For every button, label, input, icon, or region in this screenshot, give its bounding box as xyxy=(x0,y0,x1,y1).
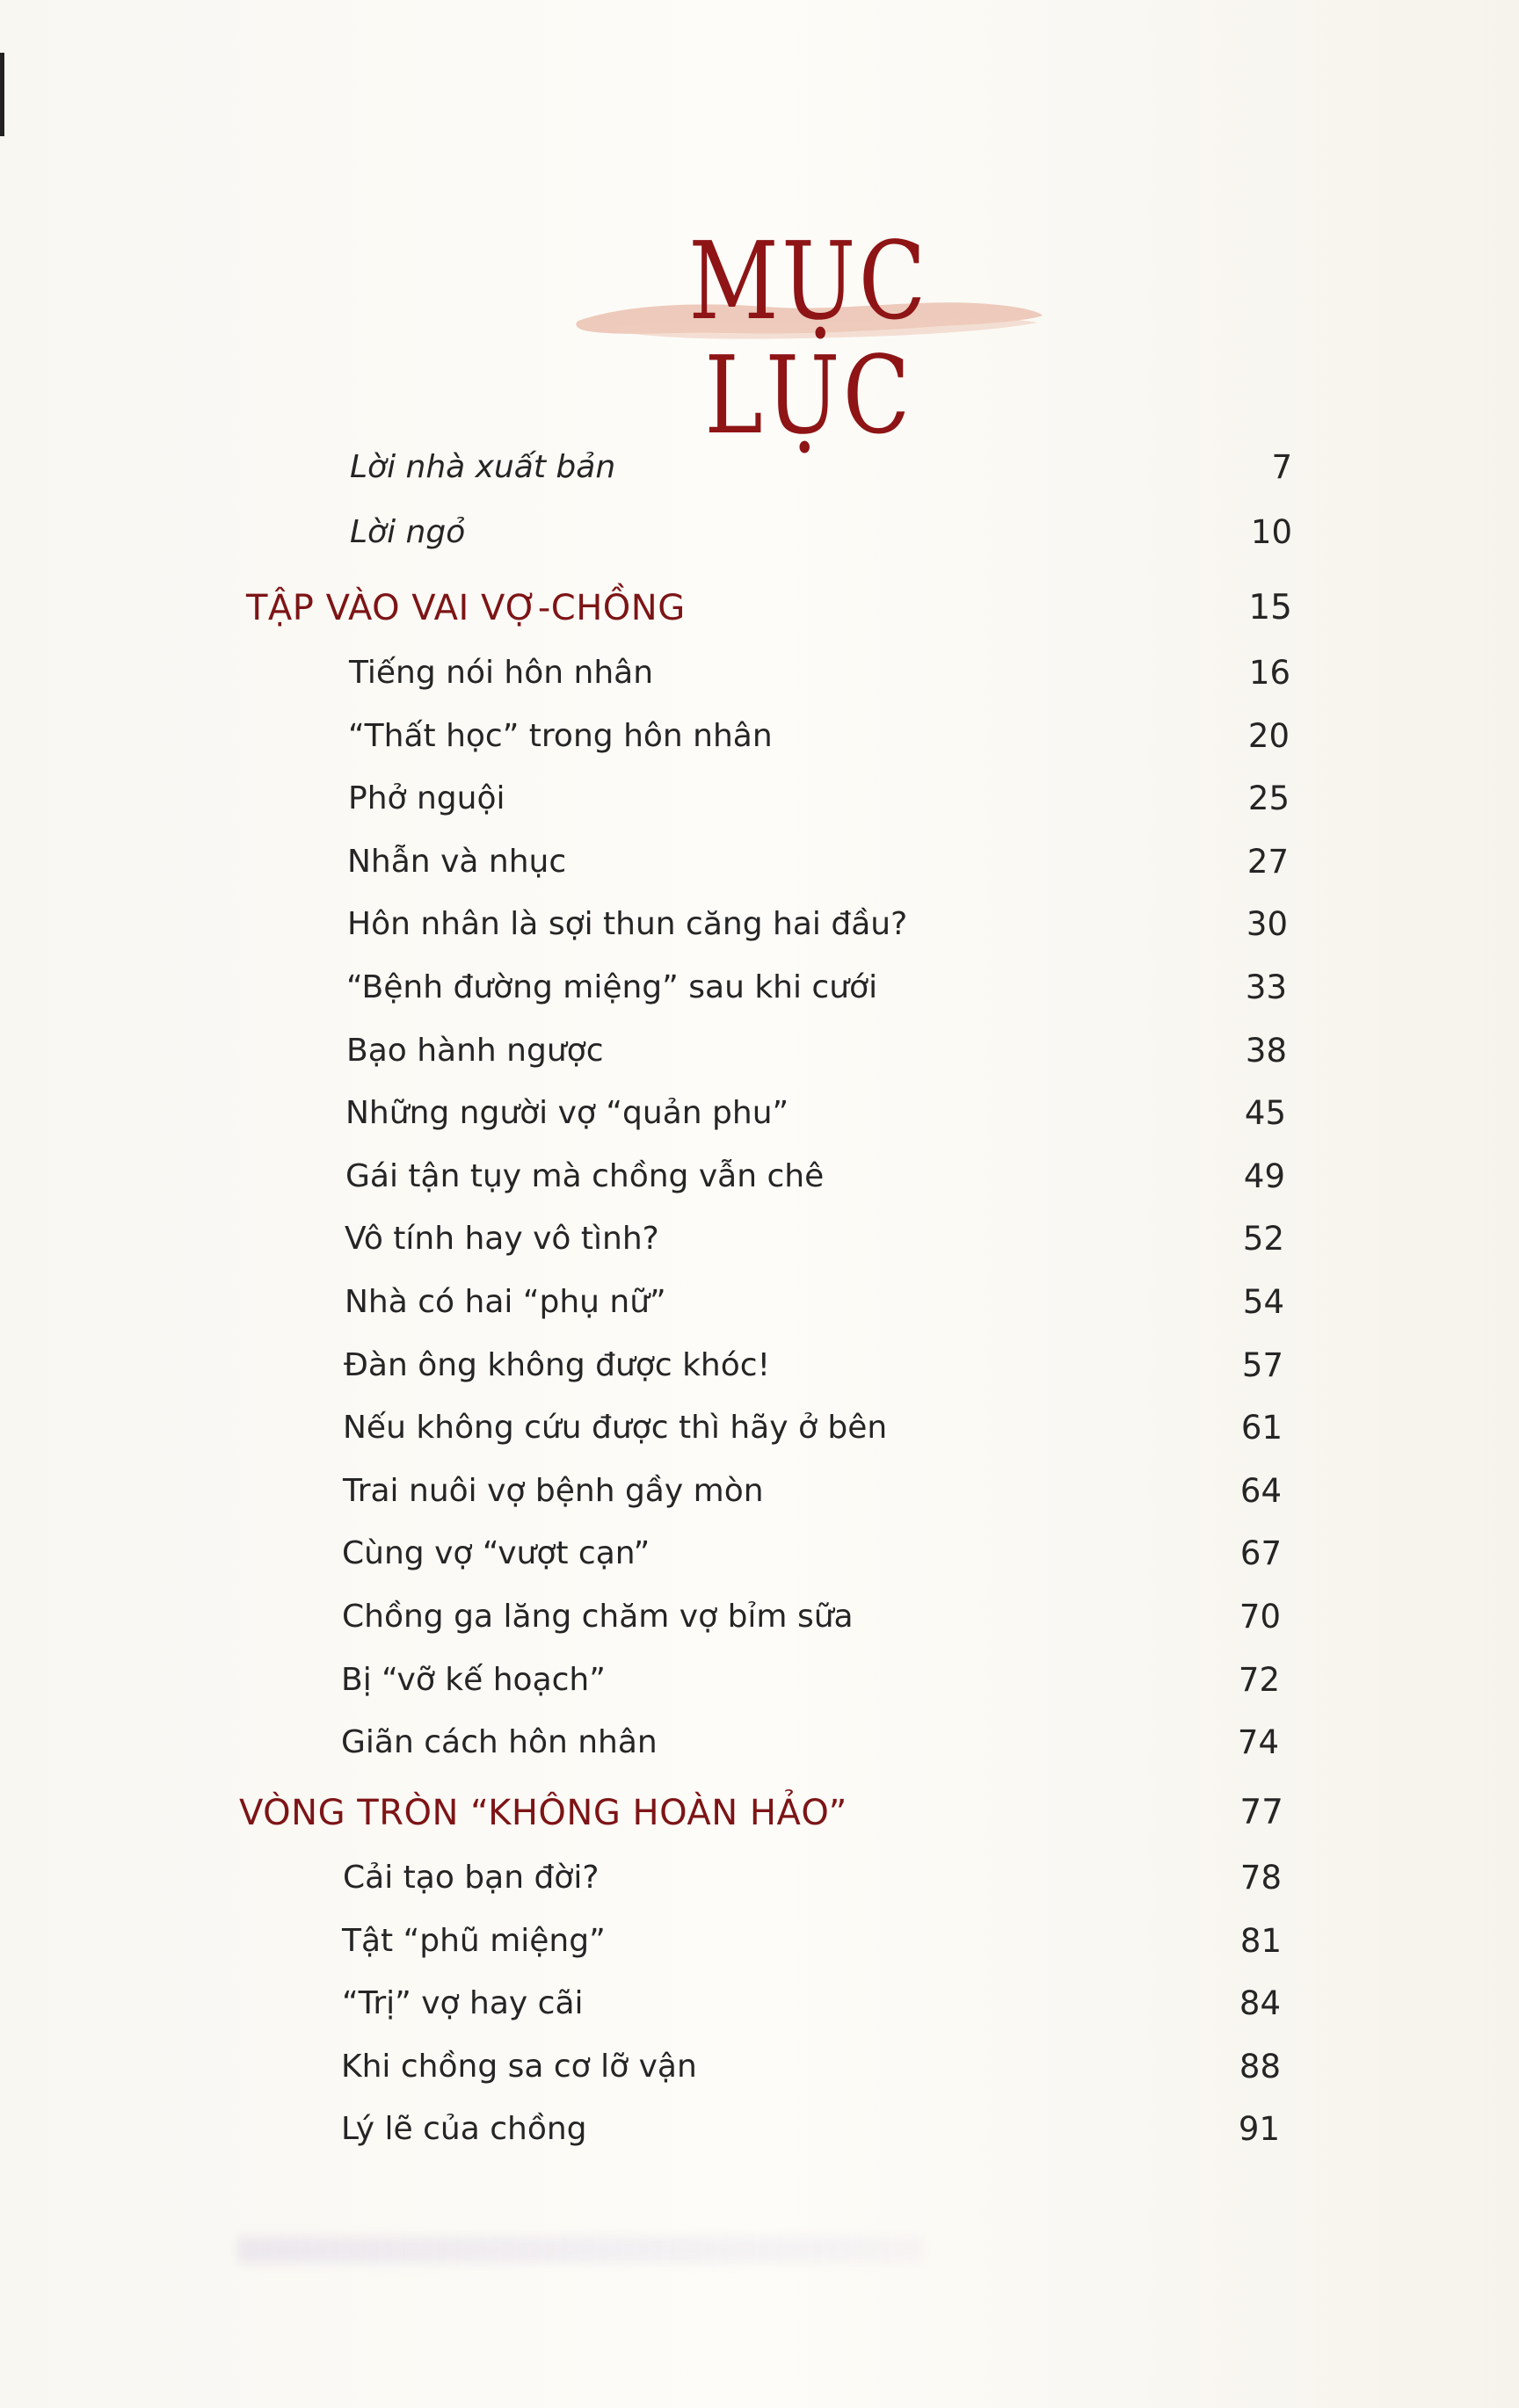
list-item-label: Hôn nhân là sợi thun căng hai đầu? xyxy=(347,906,908,942)
list-item-label: Khi chồng sa cơ lỡ vận xyxy=(341,2049,697,2085)
section-heading-page-number: 15 xyxy=(1248,588,1292,627)
list-item xyxy=(0,712,1519,761)
list-item xyxy=(0,1917,1519,1966)
list-item-label: Lý lẽ của chồng xyxy=(341,2111,587,2147)
list-item-page-number: 91 xyxy=(1238,2110,1280,2148)
list-item-page-number: 25 xyxy=(1247,780,1290,817)
list-item-page-number: 72 xyxy=(1238,1661,1280,1699)
list-item xyxy=(0,649,1519,698)
list-item xyxy=(0,1592,1519,1642)
list-item-label: Những người vợ “quản phu” xyxy=(345,1095,789,1131)
list-item xyxy=(0,1215,1519,1264)
front-matter-item-label: Lời ngỏ xyxy=(350,514,466,550)
section-heading-label: TẬP VÀO VAI VỢ-CHỒNG xyxy=(246,588,686,628)
list-item-label: Phở nguội xyxy=(348,780,505,816)
list-item-label: Tiếng nói hôn nhân xyxy=(349,655,654,691)
list-item-page-number: 20 xyxy=(1247,717,1290,755)
list-item-page-number: 74 xyxy=(1237,1723,1279,1761)
list-item-label: Nhẫn và nhục xyxy=(347,844,567,880)
list-item-label: Bị “vỡ kế hoạch” xyxy=(341,1662,606,1698)
list-item xyxy=(0,1026,1519,1076)
front-matter-item-label: Lời nhà xuất bản xyxy=(350,449,616,485)
list-item-label: Bạo hành ngược xyxy=(346,1033,604,1069)
list-item-label: Đàn ông không được khóc! xyxy=(344,1347,770,1383)
list-item-page-number: 45 xyxy=(1244,1094,1286,1132)
list-item xyxy=(0,1341,1519,1390)
list-item-label: Cùng vợ “vượt cạn” xyxy=(342,1535,650,1571)
list-item-page-number: 64 xyxy=(1239,1472,1282,1510)
list-item-page-number: 38 xyxy=(1245,1032,1287,1070)
list-item-label: Gái tận tụy mà chồng vẫn chê xyxy=(345,1158,825,1194)
list-item xyxy=(0,1152,1519,1201)
list-item xyxy=(0,1853,1519,1903)
front-matter-item xyxy=(0,443,1519,492)
list-item-label: Giãn cách hôn nhân xyxy=(341,1724,658,1760)
list-item xyxy=(0,774,1519,823)
bleed-through-ghost xyxy=(237,2237,923,2263)
section-heading xyxy=(0,1788,1519,1838)
page-title: MỤC LỤC xyxy=(688,219,929,458)
list-item-page-number: 84 xyxy=(1239,1984,1281,2022)
front-matter-item xyxy=(0,508,1519,557)
list-item-page-number: 27 xyxy=(1246,843,1289,881)
list-item-label: Tật “phũ miệng” xyxy=(342,1923,606,1959)
list-item-page-number: 52 xyxy=(1242,1220,1284,1258)
list-item xyxy=(0,838,1519,887)
front-matter-item-page-number: 7 xyxy=(1271,448,1292,486)
list-item xyxy=(0,1656,1519,1705)
section-heading xyxy=(0,584,1519,633)
list-item-page-number: 67 xyxy=(1239,1534,1282,1572)
list-item xyxy=(0,1979,1519,2028)
list-item xyxy=(0,2105,1519,2154)
section-heading-label: VÒNG TRÒN “KHÔNG HOÀN HẢO” xyxy=(239,1793,847,1833)
list-item-page-number: 54 xyxy=(1242,1283,1284,1321)
list-item-page-number: 61 xyxy=(1240,1409,1283,1447)
list-item xyxy=(0,963,1519,1012)
list-item xyxy=(0,1089,1519,1138)
list-item-page-number: 81 xyxy=(1239,1922,1282,1960)
list-item-page-number: 49 xyxy=(1243,1157,1285,1195)
list-item-page-number: 33 xyxy=(1245,968,1287,1006)
list-item-label: “Thất học” trong hôn nhân xyxy=(348,718,773,754)
list-item-label: “Trị” vợ hay cãi xyxy=(342,1985,584,2021)
list-item-label: Nếu không cứu được thì hãy ở bên xyxy=(343,1410,888,1446)
list-item-label: Cải tạo bạn đời? xyxy=(343,1860,600,1896)
list-item-label: Nhà có hai “phụ nữ” xyxy=(345,1284,666,1320)
list-item-page-number: 88 xyxy=(1239,2048,1281,2085)
list-item xyxy=(0,2042,1519,2092)
section-heading-page-number: 77 xyxy=(1239,1793,1283,1832)
list-item xyxy=(0,1467,1519,1516)
list-item-label: Trai nuôi vợ bệnh gầy mòn xyxy=(343,1473,764,1509)
list-item-label: Chồng ga lăng chăm vợ bỉm sữa xyxy=(342,1599,854,1635)
list-item xyxy=(0,1718,1519,1767)
list-item-page-number: 70 xyxy=(1239,1598,1281,1636)
list-item xyxy=(0,1403,1519,1453)
list-item xyxy=(0,1278,1519,1327)
list-item xyxy=(0,900,1519,949)
list-item-page-number: 57 xyxy=(1241,1346,1283,1384)
list-item-page-number: 30 xyxy=(1246,905,1288,943)
list-item-page-number: 78 xyxy=(1239,1859,1282,1897)
list-item-label: Vô tính hay vô tình? xyxy=(345,1221,659,1257)
list-item-label: “Bệnh đường miệng” sau khi cưới xyxy=(346,969,878,1005)
list-item-page-number: 16 xyxy=(1248,654,1290,692)
front-matter-item-page-number: 10 xyxy=(1250,513,1292,551)
list-item xyxy=(0,1529,1519,1578)
